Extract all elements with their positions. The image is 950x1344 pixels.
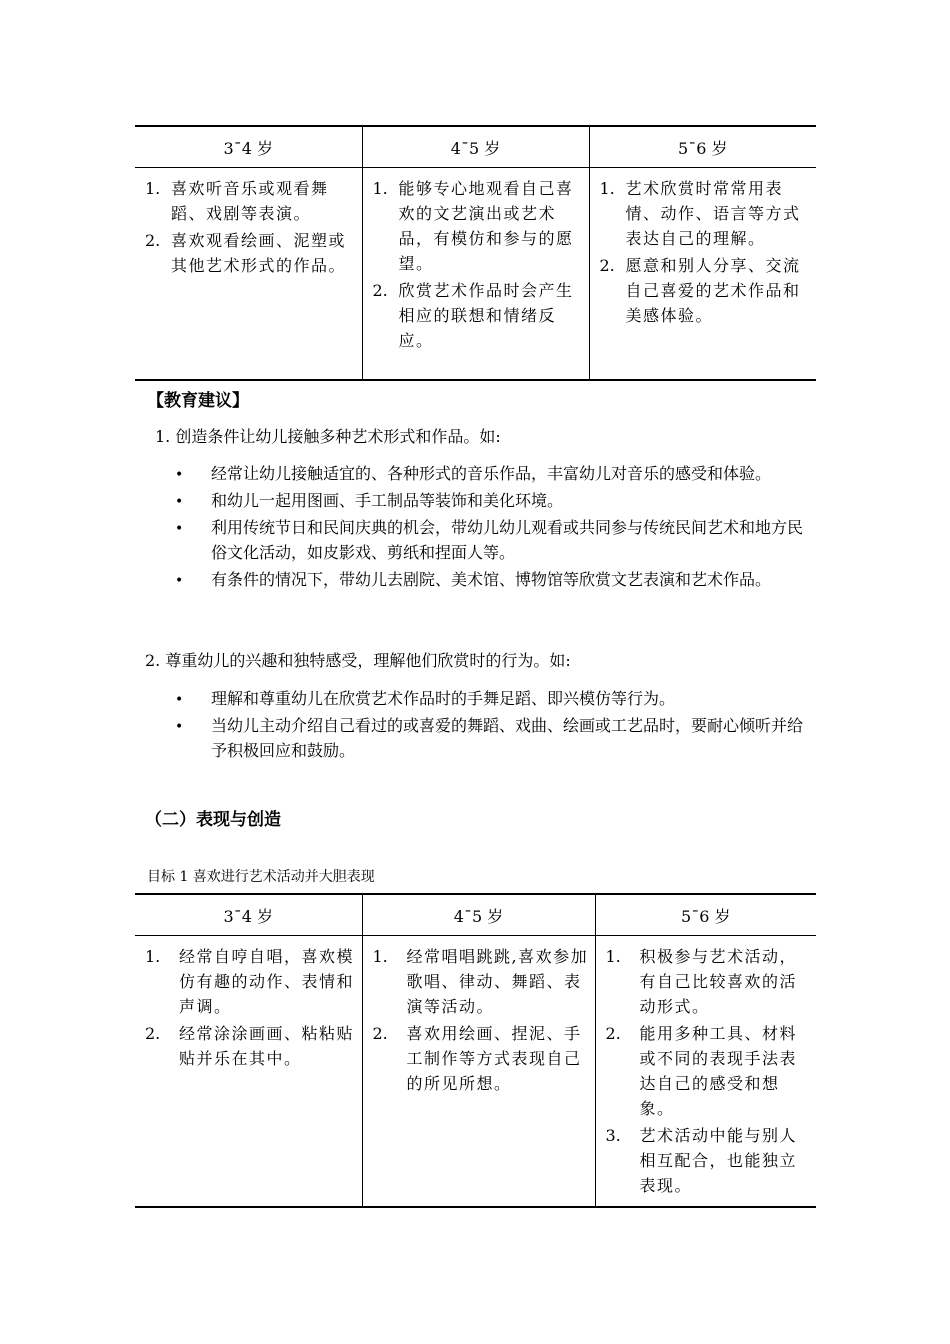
header-age-3-4: 3¯4 岁 — [135, 126, 362, 168]
appreciation-table — [135, 125, 816, 381]
list-item: 1. 能够专心地观看自己喜欢的文艺演出或艺术品，有模仿和参与的愿望。 — [372, 179, 574, 273]
list-item: 2. 愿意和别人分享、交流自己喜爱的艺术作品和美感体验。 — [599, 256, 801, 325]
list-item: 1. 艺术欣赏时常常用表情、动作、语言等方式表达自己的理解。 — [599, 179, 801, 248]
cell-age-5-6 — [589, 168, 816, 380]
cell-age-3-4 — [135, 936, 362, 1208]
list-item: 2. 经常涂涂画画、粘粘贴贴并乐在其中。 — [145, 1024, 355, 1068]
advice-item-1: 1. 创造条件让幼儿接触多种艺术形式和作品。如: — [155, 427, 501, 446]
header-age-5-6: 5¯6 岁 — [595, 894, 816, 936]
header-age-4-5: 4¯5 岁 — [362, 894, 595, 936]
list-item: 1. 喜欢听音乐或观看舞蹈、戏剧等表演。 — [145, 179, 329, 223]
advice-heading: 【教育建议】 — [147, 391, 249, 411]
advice-item-2: 2. 尊重幼儿的兴趣和独特感受，理解他们欣赏时的行为。如: — [145, 651, 571, 670]
list-item: • 利用传统节日和民间庆典的机会，带幼儿幼儿观看或共同参与传统民间艺术和地方民俗文化活动，如皮影戏、剪纸和捏面人等。 — [175, 515, 815, 565]
expression-table — [135, 893, 816, 1208]
advice-bullets-2 — [175, 686, 815, 765]
list-item: 1. 积极参与艺术活动，有自己比较喜欢的活动形式。 — [605, 947, 798, 1016]
cell-age-4-5 — [362, 168, 589, 380]
cell-age-5-6 — [595, 936, 816, 1208]
list-item: 1. 经常唱唱跳跳,喜欢参加歌唱、律动、舞蹈、表演等活动。 — [372, 947, 589, 1016]
cell-age-4-5 — [362, 936, 595, 1208]
list-item: • 当幼儿主动介绍自己看过的或喜爱的舞蹈、戏曲、绘画或工艺品时，要耐心倾听并给予积极回应和鼓励。 — [175, 713, 815, 763]
list-item: 2. 能用多种工具、材料或不同的表现手法表达自己的感受和想象。 — [605, 1024, 798, 1118]
list-item: 2. 喜欢用绘画、捏泥、手工制作等方式表现自己的所见所想。 — [372, 1024, 582, 1093]
list-item: 1. 经常自哼自唱，喜欢模仿有趣的动作、表情和声调。 — [145, 947, 355, 1016]
list-item: • 有条件的情况下，带幼儿去剧院、美术馆、博物馆等欣赏文艺表演和艺术作品。 — [175, 567, 815, 592]
list-item: 2. 欣赏艺术作品时会产生相应的联想和情绪反应。 — [372, 281, 574, 350]
section-heading: （二）表现与创造 — [145, 810, 281, 830]
goal-caption: 目标 1 喜欢进行艺术活动并大胆表现 — [147, 869, 375, 885]
header-age-5-6: 5¯6 岁 — [589, 126, 816, 168]
list-item: 2. 喜欢观看绘画、泥塑或其他艺术形式的作品。 — [145, 231, 347, 275]
list-item: • 和幼儿一起用图画、手工制品等装饰和美化环境。 — [175, 488, 815, 513]
list-item: • 理解和尊重幼儿在欣赏艺术作品时的手舞足蹈、即兴模仿等行为。 — [175, 686, 815, 711]
list-item: • 经常让幼儿接触适宜的、各种形式的音乐作品，丰富幼儿对音乐的感受和体验。 — [175, 461, 815, 486]
header-age-3-4: 3¯4 岁 — [135, 894, 362, 936]
header-age-4-5: 4¯5 岁 — [362, 126, 589, 168]
advice-bullets-1 — [175, 461, 815, 594]
list-item: 3. 艺术活动中能与别人相互配合，也能独立表现。 — [605, 1126, 798, 1195]
cell-age-3-4 — [135, 168, 362, 380]
